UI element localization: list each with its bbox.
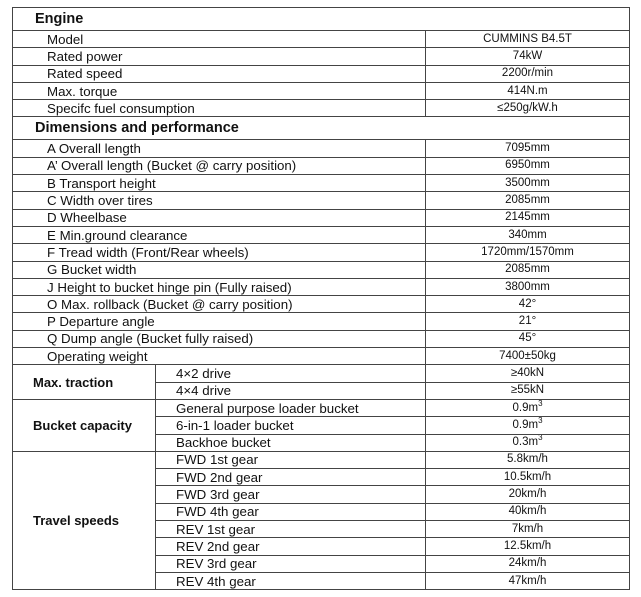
spec-table-body: [13, 8, 630, 590]
row-label: General purpose loader bucket: [156, 399, 426, 416]
row-label: FWD 2nd gear: [156, 469, 426, 486]
group-title-bucket: Bucket capacity: [13, 399, 156, 451]
row-label: O Max. rollback (Bucket @ carry position): [13, 296, 426, 313]
row-label: B Transport height: [13, 175, 426, 192]
row-label: 6-in-1 loader bucket: [156, 417, 426, 434]
row-value: 5.8km/h: [426, 451, 630, 468]
table-row: [13, 451, 630, 468]
table-row: [13, 209, 630, 226]
row-value: ≤250g/kW.h: [426, 100, 630, 117]
value-text: 0.9m: [512, 401, 539, 414]
row-value: 414N.m: [426, 82, 630, 99]
row-label: FWD 1st gear: [156, 451, 426, 468]
row-label: Model: [13, 31, 426, 48]
row-value: 24km/h: [426, 555, 630, 572]
row-value: 42°: [426, 296, 630, 313]
row-value: 21°: [426, 313, 630, 330]
row-label: 4×2 drive: [156, 365, 426, 382]
row-value: 1720mm/1570mm: [426, 244, 630, 261]
table-row: [13, 296, 630, 313]
row-label: A Overall length: [13, 140, 426, 157]
row-value: [426, 417, 630, 434]
row-label: D Wheelbase: [13, 209, 426, 226]
row-label: REV 3rd gear: [156, 555, 426, 572]
table-row: [13, 175, 630, 192]
value-text: 0.3m: [512, 436, 539, 449]
row-label: FWD 3rd gear: [156, 486, 426, 503]
row-value: 45°: [426, 330, 630, 347]
row-label: Operating weight: [13, 348, 426, 365]
row-value: ≥55kN: [426, 382, 630, 399]
table-row: [13, 65, 630, 82]
row-label: Rated speed: [13, 65, 426, 82]
table-row: [13, 157, 630, 174]
row-value: [426, 399, 630, 416]
table-row: [13, 31, 630, 48]
row-value: 47km/h: [426, 572, 630, 589]
table-row: [13, 278, 630, 295]
group-title-travel: Travel speeds: [13, 451, 156, 589]
row-label: J Height to bucket hinge pin (Fully raised): [13, 278, 426, 295]
row-label: REV 2nd gear: [156, 538, 426, 555]
table-row: [13, 365, 630, 382]
row-value: 3500mm: [426, 175, 630, 192]
row-label: Max. torque: [13, 82, 426, 99]
row-label: Specifc fuel consumption: [13, 100, 426, 117]
row-value: ≥40kN: [426, 365, 630, 382]
table-row: [13, 244, 630, 261]
table-row: [13, 330, 630, 347]
row-value: 74kW: [426, 48, 630, 65]
value-superscript: 3: [538, 416, 543, 426]
table-row: [13, 261, 630, 278]
row-value: CUMMINS B4.5T: [426, 31, 630, 48]
row-value: 10.5km/h: [426, 469, 630, 486]
table-row: [13, 313, 630, 330]
row-label: FWD 4th gear: [156, 503, 426, 520]
row-value: 2145mm: [426, 209, 630, 226]
row-label: P Departure angle: [13, 313, 426, 330]
value-superscript: 3: [538, 399, 543, 408]
spec-table: [12, 7, 630, 590]
row-value: 2085mm: [426, 192, 630, 209]
row-value: 12.5km/h: [426, 538, 630, 555]
row-label: REV 4th gear: [156, 572, 426, 589]
value-text: 0.9m: [512, 418, 539, 431]
row-value: 40km/h: [426, 503, 630, 520]
group-title-traction: Max. traction: [13, 365, 156, 400]
table-row: [13, 348, 630, 365]
table-row: [13, 226, 630, 243]
row-label: Rated power: [13, 48, 426, 65]
row-value: 20km/h: [426, 486, 630, 503]
section-engine: [13, 8, 630, 31]
section-title-engine: Engine: [13, 8, 630, 31]
row-value: 340mm: [426, 226, 630, 243]
row-label: G Bucket width: [13, 261, 426, 278]
row-label: 4×4 drive: [156, 382, 426, 399]
row-label: C Width over tires: [13, 192, 426, 209]
row-label: Q Dump angle (Bucket fully raised): [13, 330, 426, 347]
table-row: [13, 399, 630, 416]
row-label: E Min.ground clearance: [13, 226, 426, 243]
table-row: [13, 192, 630, 209]
row-value: 6950mm: [426, 157, 630, 174]
row-value: 7km/h: [426, 521, 630, 538]
row-value: 2085mm: [426, 261, 630, 278]
section-title-dimensions: Dimensions and performance: [13, 117, 630, 140]
section-dimensions: [13, 117, 630, 140]
row-label: A’ Overall length (Bucket @ carry position): [13, 157, 426, 174]
row-value: 7095mm: [426, 140, 630, 157]
table-row: [13, 82, 630, 99]
row-label: REV 1st gear: [156, 521, 426, 538]
row-value: 3800mm: [426, 278, 630, 295]
row-label: Backhoe bucket: [156, 434, 426, 451]
table-row: [13, 140, 630, 157]
row-value: 7400±50kg: [426, 348, 630, 365]
value-superscript: 3: [538, 434, 543, 443]
row-value: 2200r/min: [426, 65, 630, 82]
table-row: [13, 48, 630, 65]
table-row: [13, 100, 630, 117]
row-label: F Tread width (Front/Rear wheels): [13, 244, 426, 261]
row-value: [426, 434, 630, 451]
